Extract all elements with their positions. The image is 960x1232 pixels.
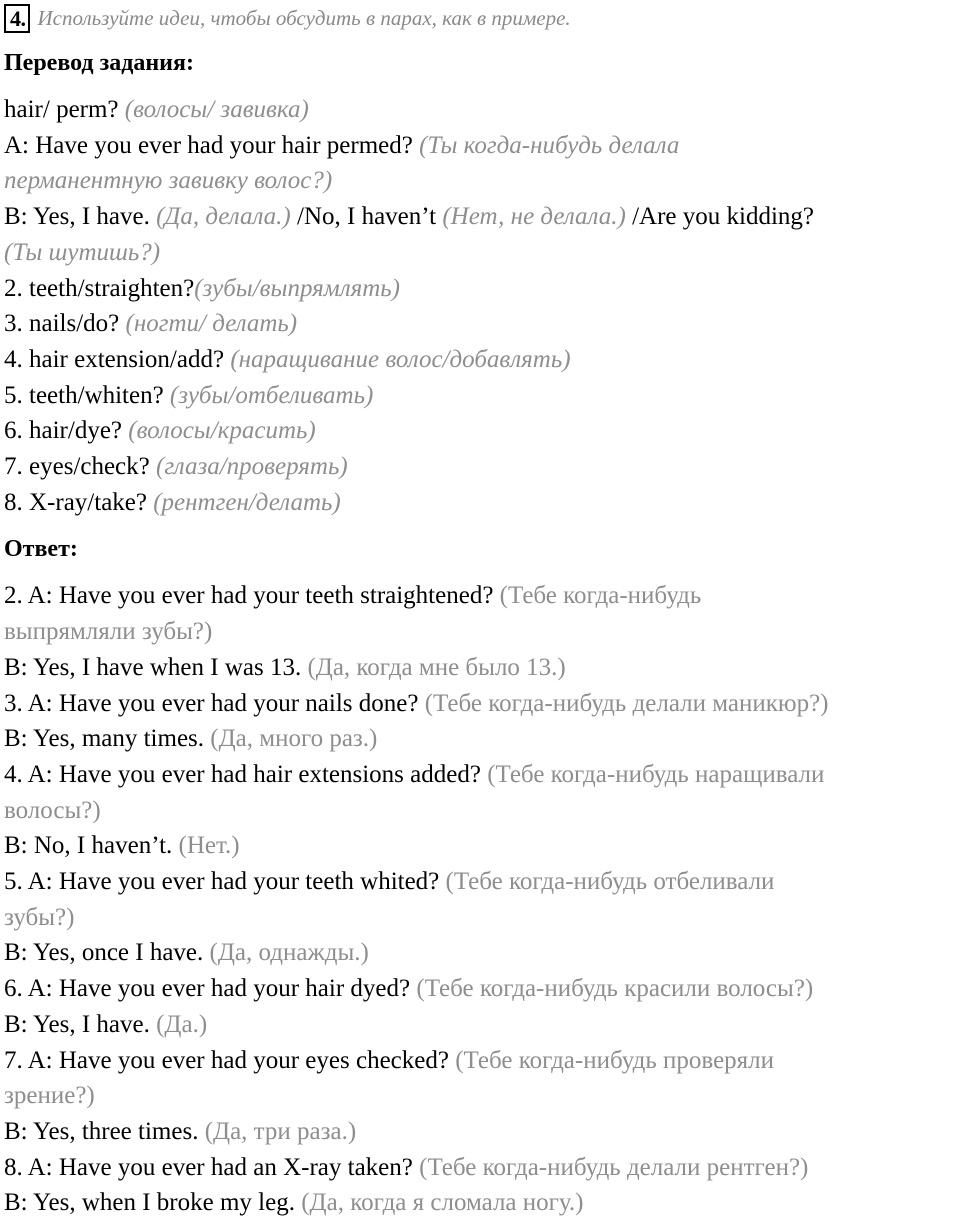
prompt-note: (глаза/проверять) [156, 453, 348, 481]
prompt-text: 5. teeth/whiten? [4, 381, 170, 409]
prompt-text: 4. hair extension/add? [4, 345, 231, 373]
answer-note: (Нет.) [178, 832, 240, 860]
answer-note: (Тебе когда-нибудь делали маникюр?) [424, 689, 829, 717]
answer-text: 5. A: Have you ever had your teeth whited? [4, 868, 446, 896]
answer-line [4, 935, 956, 971]
example-question-note: (Ты когда-нибудь делала [419, 131, 680, 159]
prompt-text: 8. X-ray/take? [4, 488, 154, 516]
example-question [4, 128, 956, 164]
prompt-note: (волосы/красить) [128, 417, 316, 445]
example-answer-yes: B: Yes, I have. [4, 203, 157, 231]
prompt-text: 2. teeth/straighten? [4, 274, 195, 302]
answer-line [4, 1007, 956, 1043]
example-answer-no-note: (Нет, не делала.) [442, 203, 626, 231]
answer-text: B: Yes, once I have. [4, 939, 210, 967]
answer-text: 6. A: Have you ever had your hair dyed? [4, 975, 417, 1003]
answer-note: (Тебе когда-нибудь проверяли [455, 1046, 775, 1074]
answer-note: (Да, три раза.) [204, 1117, 357, 1145]
list-item [4, 378, 956, 414]
example-block [4, 92, 956, 271]
list-item [4, 413, 956, 449]
answer-note: (Тебе когда-нибудь делали рентген?) [419, 1153, 809, 1181]
answer-note: (Да, когда мне было 13.) [307, 653, 566, 681]
prompt-note: (рентген/делать) [153, 488, 341, 516]
answer-line [4, 1185, 956, 1221]
example-prompt [4, 92, 956, 128]
answer-line [4, 864, 956, 900]
example-prompt-note: (волосы/ завивка) [124, 96, 309, 123]
prompt-text: 3. nails/do? [4, 310, 126, 338]
answer-line [4, 828, 956, 864]
answer-note: (Да, однажды.) [209, 939, 369, 967]
answer-note: (Тебе когда-нибудь отбеливали [445, 868, 775, 896]
answer-text: B: Yes, when I broke my leg. [4, 1189, 302, 1217]
answer-text: B: Yes, three times. [4, 1117, 205, 1145]
prompt-note: (зубы/отбеливать) [169, 381, 374, 409]
answer-text: 4. A: Have you ever had hair extensions added? [4, 760, 488, 788]
exercise-page [4, 4, 956, 1221]
task-header [4, 4, 956, 36]
answer-note: (Да, когда я сломала ногу.) [301, 1189, 584, 1217]
answer-line [4, 1150, 956, 1186]
prompt-note: (наращивание волос/добавлять) [230, 345, 571, 373]
answer-line [4, 1078, 956, 1114]
answer-line [4, 614, 956, 650]
example-prompt-text: hair/ perm? [4, 96, 125, 123]
answer-text: 2. A: Have you ever had your teeth straightened? [4, 582, 500, 610]
example-question-continued [4, 163, 956, 199]
answer-text: B: Yes, I have when I was 13. [4, 653, 308, 681]
answer-line [4, 1043, 956, 1079]
example-answer-continued [4, 235, 956, 271]
list-item [4, 271, 956, 307]
translation-heading: Перевод задания: [4, 50, 194, 76]
example-answer-kidding-note: (Ты шутишь?) [4, 238, 161, 266]
list-item [4, 342, 956, 378]
example-answer [4, 199, 956, 235]
example-question-note-continued: перманентную завивку волос?) [4, 167, 333, 195]
answer-note: волосы?) [4, 796, 101, 824]
answer-note: (Да.) [156, 1010, 208, 1038]
answer-text: B: Yes, I have. [4, 1010, 157, 1038]
answer-line [4, 721, 956, 757]
prompt-note: (зубы/выпрямлять) [194, 274, 400, 302]
answer-note: (Тебе когда-нибудь красили волосы?) [416, 975, 814, 1003]
answer-line [4, 900, 956, 936]
answer-heading: Ответ: [4, 536, 78, 563]
answer-text: B: Yes, many times. [4, 725, 211, 753]
answer-note: (Тебе когда-нибудь [499, 582, 702, 610]
answer-line [4, 650, 956, 686]
answer-text: 7. A: Have you ever had your eyes checked? [4, 1046, 456, 1074]
answer-note: зубы?) [4, 903, 75, 931]
answer-note: выпрямляли зубы?) [4, 618, 213, 646]
list-item [4, 485, 956, 521]
example-answer-yes-note: (Да, делала.) [156, 203, 291, 231]
answer-note: (Да, много раз.) [210, 725, 378, 753]
prompt-list [4, 271, 956, 521]
example-answer-no: /No, I haven’t [290, 203, 443, 231]
answer-line [4, 578, 956, 614]
answer-text: B: No, I haven’t. [4, 832, 179, 860]
task-number-box: 4. [4, 4, 30, 33]
answer-line [4, 686, 956, 722]
answer-note: зрение?) [4, 1082, 95, 1110]
answer-line [4, 1114, 956, 1150]
prompt-text: 6. hair/dye? [4, 417, 129, 445]
answer-line [4, 793, 956, 829]
answer-line [4, 971, 956, 1007]
answer-text: 8. A: Have you ever had an X-ray taken? [4, 1153, 420, 1181]
answer-line [4, 757, 956, 793]
task-instruction: Используйте идеи, чтобы обсудить в парах, как в примере. [37, 6, 571, 30]
list-item [4, 306, 956, 342]
list-item [4, 449, 956, 485]
example-answer-kidding: /Are you kidding? [625, 203, 814, 231]
prompt-text: 7. eyes/check? [4, 453, 157, 481]
prompt-note: (ногти/ делать) [125, 310, 298, 338]
answer-list [4, 578, 956, 1221]
answer-text: 3. A: Have you ever had your nails done? [4, 689, 425, 717]
answer-note: (Тебе когда-нибудь наращивали [487, 760, 825, 788]
example-question-text: A: Have you ever had your hair permed? [4, 131, 420, 159]
